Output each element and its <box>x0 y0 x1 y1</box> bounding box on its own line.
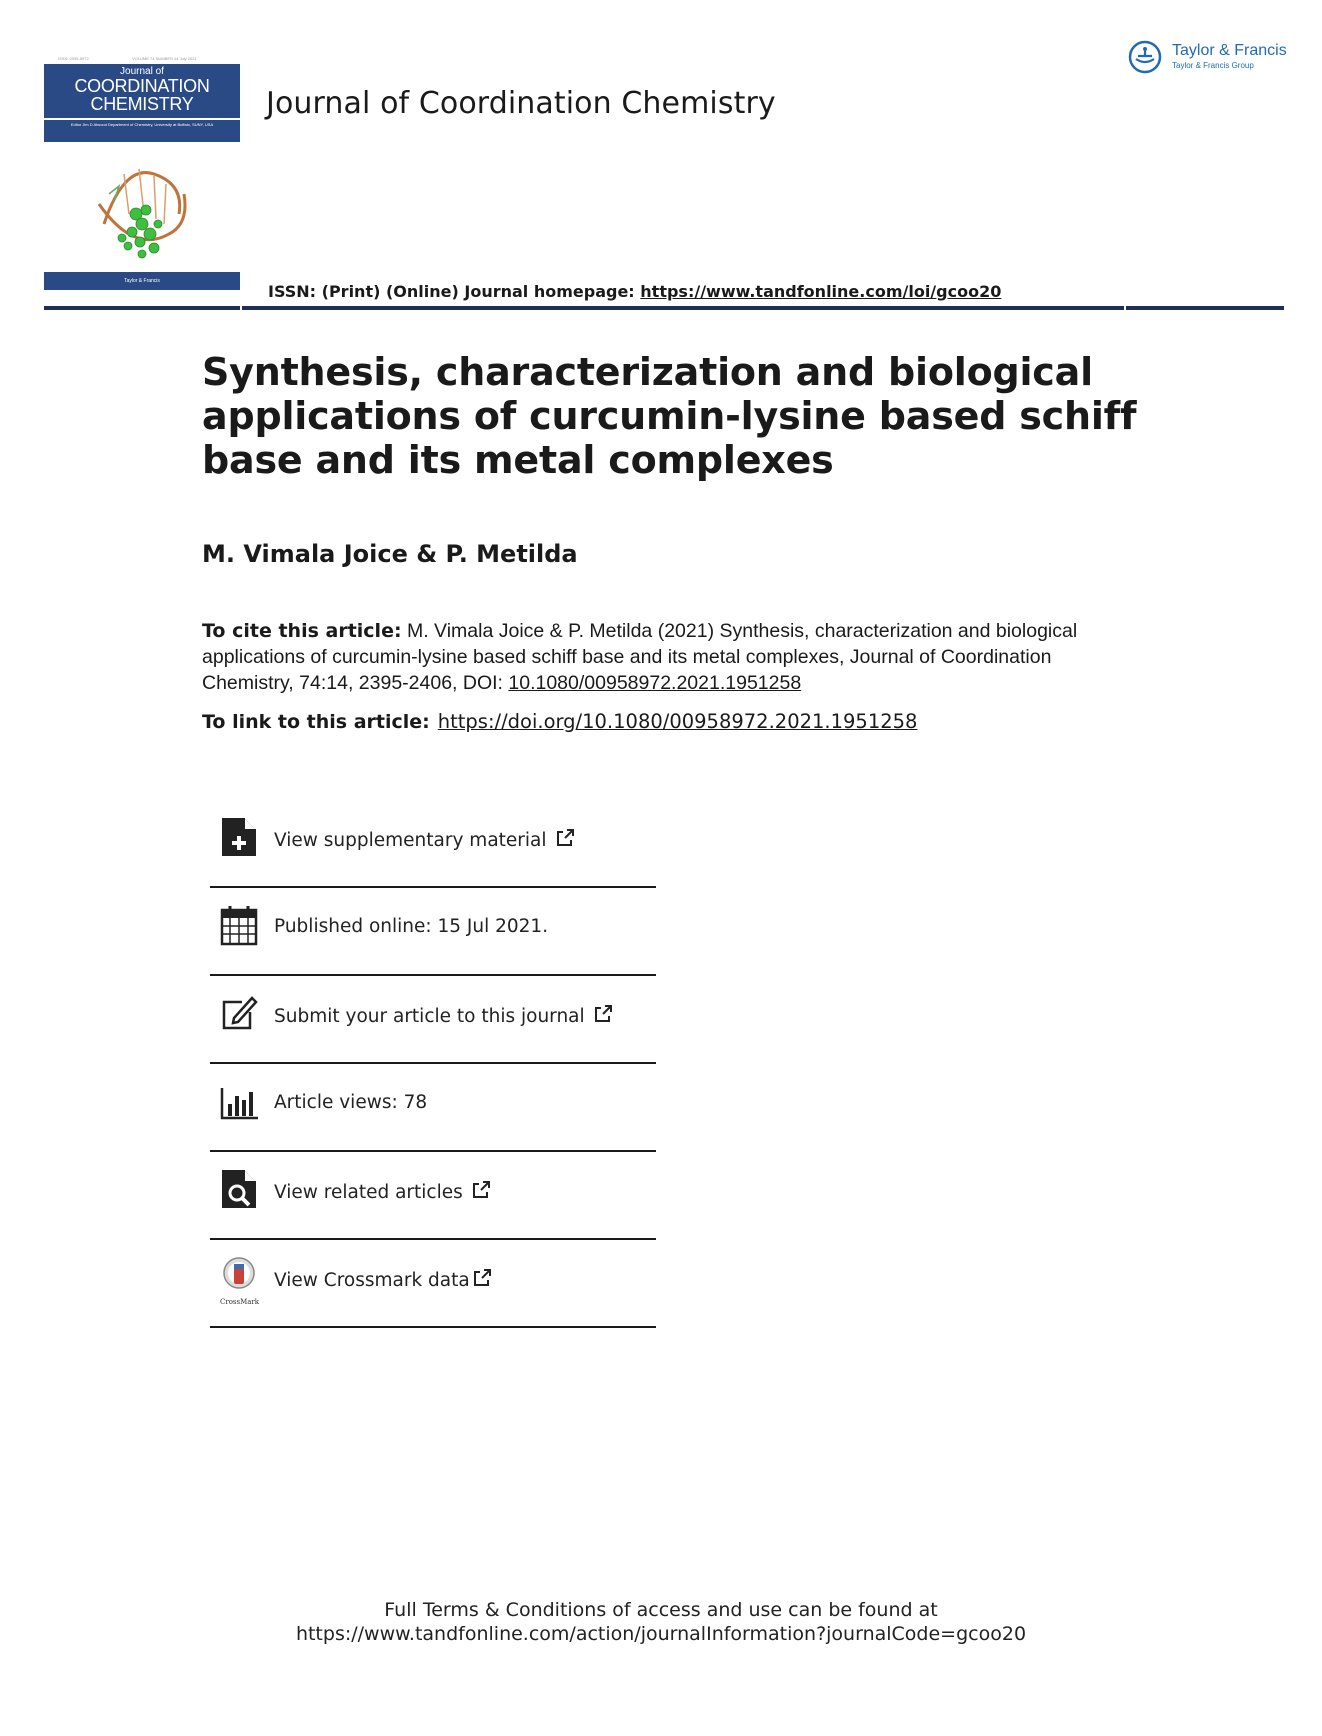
submit-article-label: Submit your article to this journal <box>274 1004 613 1027</box>
calendar-icon <box>220 904 258 946</box>
article-views-item <box>210 1064 656 1152</box>
cover-top-strip <box>44 56 240 64</box>
cover-issn: ISSN: 0095-8972 <box>58 56 89 61</box>
related-articles-label: View related articles <box>274 1180 491 1203</box>
journal-name: Journal of Coordination Chemistry <box>266 86 776 121</box>
article-doi-link[interactable]: https://doi.org/10.1080/00958972.2021.1951258 <box>437 710 918 733</box>
journal-homepage-link[interactable]: https://www.tandfonline.com/loi/gcoo20 <box>640 282 1002 301</box>
link-label: To link to this article: <box>202 711 430 733</box>
crossmark-logo-text: CrossMark <box>220 1298 260 1306</box>
file-search-icon <box>220 1168 258 1210</box>
file-plus-icon <box>220 816 258 858</box>
terms-url[interactable]: https://www.tandfonline.com/action/journalInformation?journalCode=gcoo20 <box>295 1623 1027 1645</box>
crossmark-item[interactable] <box>210 1240 656 1328</box>
crossmark-label: View Crossmark data <box>274 1268 492 1291</box>
supplementary-material-item[interactable] <box>210 800 656 888</box>
external-link-icon <box>471 1180 491 1200</box>
article-link-line <box>202 710 917 733</box>
publisher-logo[interactable] <box>1128 40 1288 76</box>
article-meta-list <box>210 800 656 1328</box>
supplementary-material-label: View supplementary material <box>274 828 575 851</box>
cover-publisher-strip: Taylor & Francis <box>44 272 240 290</box>
header-divider-gap <box>240 306 242 310</box>
terms-line-1: Full Terms & Conditions of access and use can be found at <box>384 1599 938 1621</box>
cover-title: COORDINATION CHEMISTRY <box>74 76 210 114</box>
related-articles-item[interactable] <box>210 1152 656 1240</box>
edit-icon <box>220 992 258 1034</box>
external-link-icon <box>472 1268 492 1288</box>
published-online-item <box>210 888 656 976</box>
terms-footer <box>0 1598 1322 1646</box>
publisher-group: Taylor & Francis Group <box>1172 61 1254 70</box>
journal-cover <box>44 56 240 292</box>
crossmark-icon <box>220 1256 258 1298</box>
cite-doi-link[interactable]: 10.1080/00958972.2021.1951258 <box>508 672 802 694</box>
header-divider-gap <box>1124 306 1126 310</box>
article-title: Synthesis, characterization and biological applications of curcumin-lysine based schiff base and its metal complexes <box>202 350 1137 482</box>
cover-title-band <box>44 64 240 118</box>
taylor-francis-logo-icon <box>1128 40 1162 74</box>
citation-block <box>202 618 1132 696</box>
cover-journal-of: Journal of <box>120 66 164 77</box>
submit-article-item[interactable] <box>210 976 656 1064</box>
molecule-illustration <box>84 154 204 264</box>
external-link-icon <box>555 828 575 848</box>
published-online-label: Published online: 15 Jul 2021. <box>274 916 549 937</box>
cover-volume: VOLUME 74 NUMBER 14 July 2021 <box>132 56 197 61</box>
bar-chart-icon <box>220 1080 258 1122</box>
issn-label: ISSN: (Print) (Online) Journal homepage: <box>268 282 641 301</box>
issn-homepage-line <box>268 282 1001 301</box>
header-divider <box>44 306 1284 310</box>
article-views-label: Article views: 78 <box>274 1092 428 1113</box>
publisher-name: Taylor & Francis <box>1172 42 1287 59</box>
cover-editor: Editor Jim D Atwood Department of Chemistry, University at Buffalo, SUNY, USA <box>44 120 240 142</box>
cite-text: M. Vimala Joice & P. Metilda (2021) Synthesis, characterization and biological applications of curcumin-lysine based schiff base and its metal complexes, Journal of Coordination Chemistry, 74:14, 2395-2406, DOI: <box>202 620 1078 694</box>
article-authors: M. Vimala Joice & P. Metilda <box>202 540 578 568</box>
external-link-icon <box>593 1004 613 1024</box>
cite-label: To cite this article: <box>202 620 402 642</box>
